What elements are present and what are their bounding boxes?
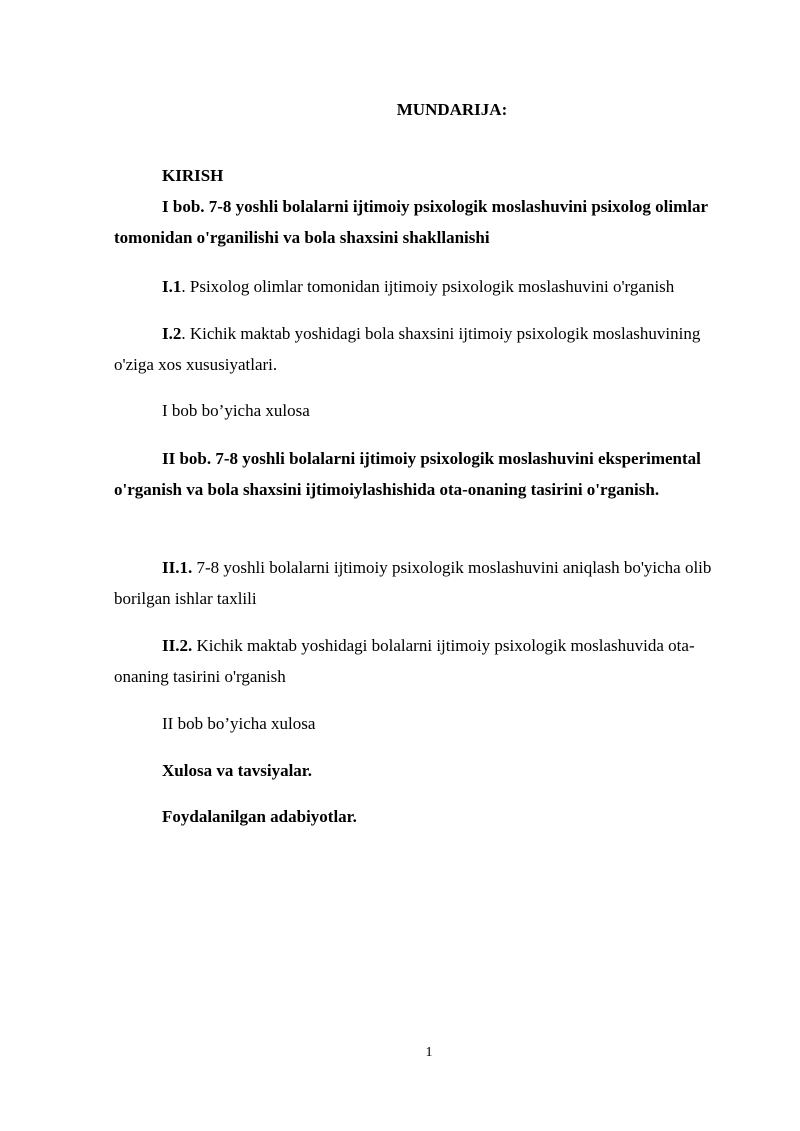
toc-entry-text: . Kichik maktab yoshidagi bola shaxsini ijtimoiy psixologik moslashuvining o'ziga xos xususiyatlari. — [114, 324, 701, 374]
toc-entry-number: I.2 — [162, 324, 182, 343]
toc-entry-chapter-2-conclusion: II bob bo’yicha xulosa — [162, 714, 316, 733]
toc-entry-text: 7-8 yoshli bolalarni ijtimoiy psixologik moslashuvini aniqlash bo'yicha olib borilgan ishlar taxlili — [114, 558, 712, 608]
toc-entry-kirish: KIRISH — [162, 166, 224, 185]
toc-entry-chapter-1: I bob. 7-8 yoshli bolalarni ijtimoiy psixologik moslashuvini psixolog olimlar tomonidan o'rganilishi va bola shaxsini shakllanishi — [114, 197, 708, 247]
toc-entry-chapter-2: II bob. 7-8 yoshli bolalarni ijtimoiy psixologik moslashuvini eksperimental o'rganish va bola shaxsini ijtimoiylashishida ota-onaning tasirini o'rganish. — [114, 449, 701, 499]
toc-entry-2-2 — [114, 630, 740, 692]
toc-entry-1-1 — [114, 271, 740, 302]
toc-entry-number: II.1. — [162, 558, 193, 577]
toc-entry-references: Foydalanilgan adabiyotlar. — [162, 807, 357, 826]
toc-entry-text: . Psixolog olimlar tomonidan ijtimoiy psixologik moslashuvini o'rganish — [181, 277, 675, 296]
toc-entry-number: I.1 — [162, 277, 182, 296]
toc-entry-conclusions: Xulosa va tavsiyalar. — [162, 761, 313, 780]
toc-entry-2-1 — [114, 552, 740, 614]
toc-entry-chapter-1-conclusion: I bob bo’yicha xulosa — [162, 401, 310, 420]
page-title: MUNDARIJA: — [396, 100, 508, 119]
toc-entry-text: Kichik maktab yoshidagi bolalarni ijtimoiy psixologik moslashuvida ota-onaning tasirini o'rganish — [114, 636, 695, 686]
toc-section-intro — [114, 160, 740, 253]
toc-entry-1-2 — [114, 318, 740, 380]
page-number: 1 — [425, 1045, 433, 1060]
toc-entry-number: II.2. — [162, 636, 193, 655]
